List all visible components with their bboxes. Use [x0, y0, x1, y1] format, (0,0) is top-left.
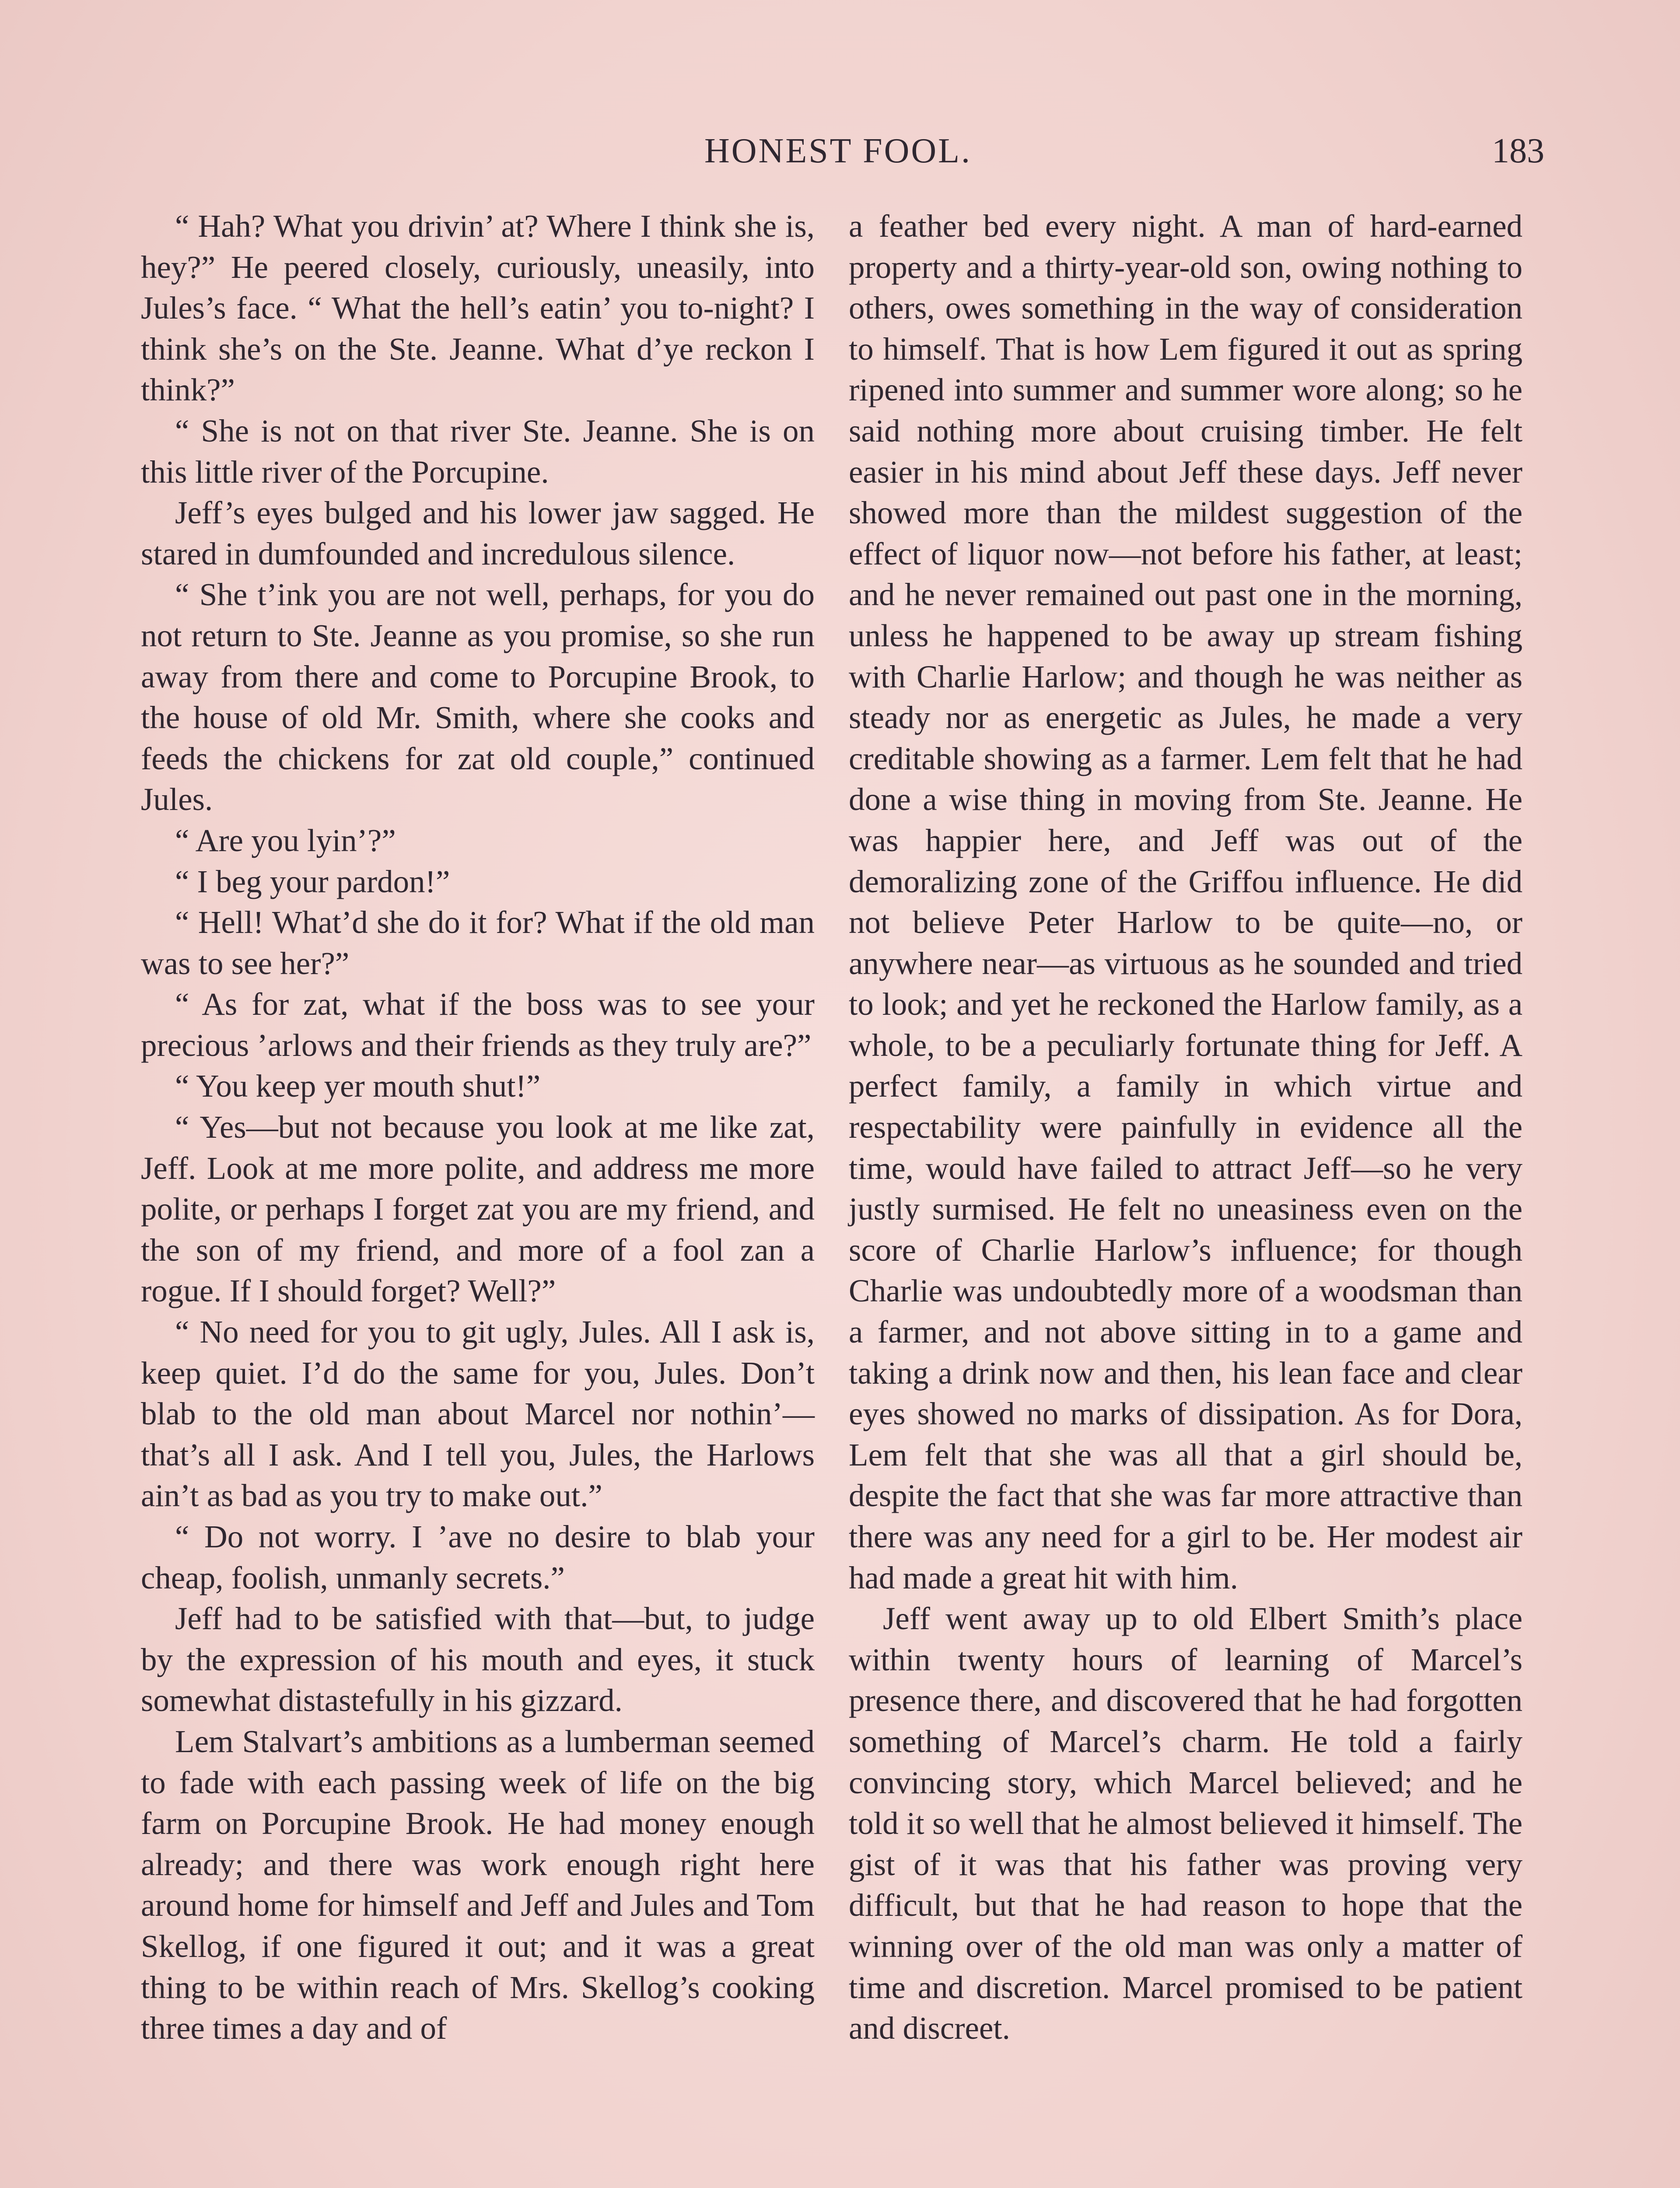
- paragraph: “ I beg your pardon!”: [175, 863, 450, 899]
- paragraph: “ Yes—but not because you look at me like zat, Jeff. Look at me more polite, and address me more polite, or perhaps I forget zat you are my friend, and the son of my friend, and more of a fool zan a rogue. If I should forget? Well?”: [141, 1109, 815, 1309]
- paragraph: Jeff went away up to old Elbert Smith’s place within twenty hours of learning of Marcel’s presence there, and discovered that he had forgotten something of Marcel’s charm. He told a fairly convincing story, which Marcel believed; and he told it so well that he almost believed it himself. The gist of it was that his father was proving very difficult, but that he had reason to hope that the winning over of the old man was only a matter of time and discretion. Marcel promised to be patient and discreet.: [849, 1601, 1522, 2046]
- running-head: [0, 131, 1680, 184]
- paragraph: “ Hell! What’d she do it for? What if the old man was to see her?”: [141, 905, 815, 981]
- paragraph: Lem Stalvart’s ambitions as a lumberman seemed to fade with each passing week of life on the big farm on Porcupine Brook. He had money enough already; and there was work enough right here around home for himself and Jeff and Jules and Tom Skellog, if one figured it out; and it was a great thing to be within reach of Mrs. Skellog’s cooking three times a day and of: [141, 1723, 815, 2046]
- paragraph: Jeff had to be satisfied with that—but, to judge by the expression of his mouth and eyes, it stuck somewhat distastefully in his gizzard.: [141, 1601, 815, 1718]
- paragraph: “ She t’ink you are not well, perhaps, for you do not return to Ste. Jeanne as you promise, so she run away from there and come to Porcupine Brook, to the house of old Mr. Smith, where she cooks and feeds the chickens for zat old couple,” continued Jules.: [141, 577, 815, 817]
- continued-paragraph: a feather bed every night. A man of hard-earned property and a thirty-year-old son, owing nothing to others, owes something in the way of consideration to himself. That is how Lem figured it out as spring ripened into summer and summer wore along; so he said nothing more about cruising timber. He felt easier in his mind about Jeff these days. Jeff never showed more than the mildest suggestion of the effect of liquor now—not before his father, at least; and he never remained out past one in the morning, unless he happened to be away up stream fishing with Charlie Harlow; and though he was neither as steady nor as energetic as Jules, he made a very creditable showing as a farmer. Lem felt that he had done a wise thing in moving from Ste. Jeanne. He was happier here, and Jeff was out of the demoralizing zone of the Griffou influence. He did not believe Peter Harlow to be quite—no, or anywhere near—as virtuous as he sounded and tried to look; and yet he reckoned the Harlow family, as a whole, to be a peculiarly fortunate thing for Jeff. A perfect family, a family in which virtue and respectability were painfully in evidence all the time, would have failed to attract Jeff—so he very justly surmised. He felt no uneasiness even on the score of Charlie Harlow’s influence; for though Charlie was undoubtedly more of a woodsman than a farmer, and not above sitting in to a game and taking a drink now and then, his lean face and clear eyes showed no marks of dissipation. As for Dora, Lem felt that she was all that a girl should be, despite the fact that she was far more attractive than there was any need for a girl to be. Her modest air had made a great hit with him.: [849, 208, 1522, 1595]
- left-column: [141, 206, 815, 2049]
- paragraph: “ As for zat, what if the boss was to see your precious ’arlows and their friends as they truly are?”: [141, 986, 815, 1063]
- paragraph: Jeff’s eyes bulged and his lower jaw sagged. He stared in dumfounded and incredulous silence.: [141, 495, 815, 572]
- paragraph: “ Do not worry. I ’ave no desire to blab your cheap, foolish, unmanly secrets.”: [141, 1519, 815, 1595]
- page-number: 183: [1492, 132, 1544, 170]
- paragraph: “ You keep yer mouth shut!”: [175, 1068, 541, 1104]
- running-title: HONEST FOOL.: [704, 132, 972, 170]
- paragraph: “ She is not on that river Ste. Jeanne. She is on this little river of the Porcupine.: [141, 413, 815, 490]
- paragraph: “ No need for you to git ugly, Jules. All I ask is, keep quiet. I’d do the same for you, Jules. Don’t blab to the old man about Marcel nor nothin’—that’s all I ask. And I tell you, Jules, the Harlows ain’t as bad as you try to make out.”: [141, 1314, 815, 1514]
- paragraph: “ Are you lyin’?”: [175, 822, 396, 858]
- paragraph: “ Hah? What you drivin’ at? Where I think she is, hey?” He peered closely, curiously, uneasily, into Jules’s face. “ What the hell’s eatin’ you to-night? I think she’s on the Ste. Jeanne. What d’ye reckon I think?”: [141, 208, 815, 408]
- right-column: [849, 206, 1522, 2049]
